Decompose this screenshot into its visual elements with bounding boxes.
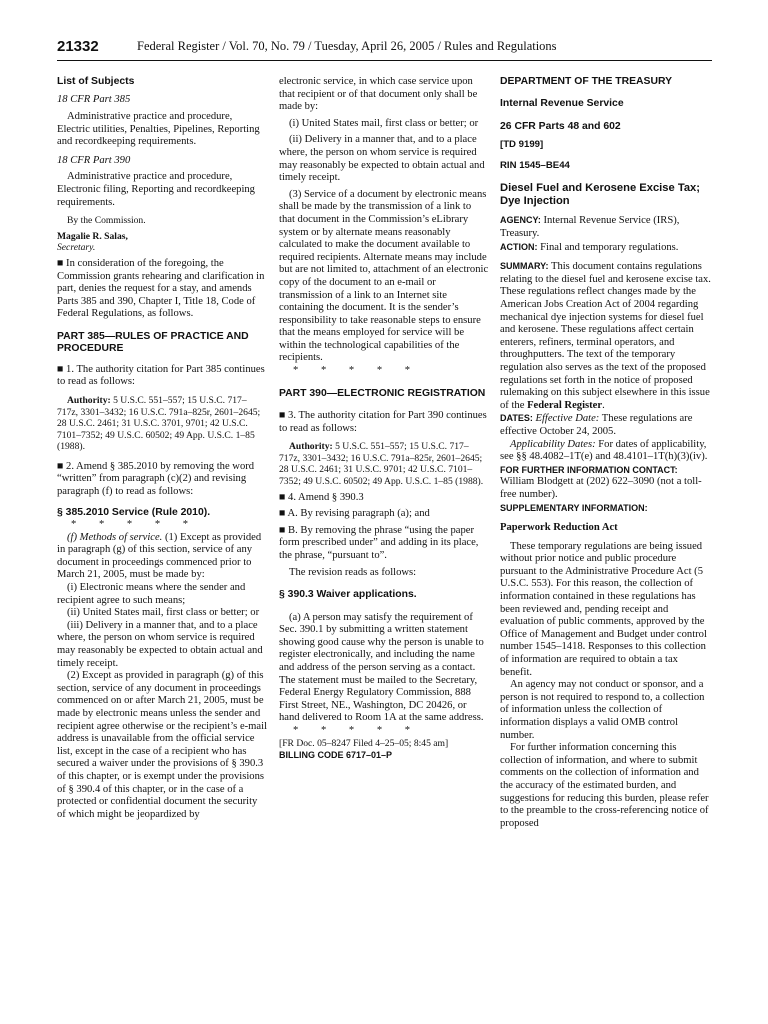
effective-date-text: These regulations are effective October 24, 2005. [500, 413, 693, 437]
agency-text: Internal Revenue Service (IRS), Treasury. [500, 215, 680, 240]
paragraph-f-2-i: (i) United States mail, first class or better; or [289, 117, 479, 129]
contact-text: William Blodgett at (202) 622–3090 (not a toll-free number). [500, 476, 702, 500]
td-number: [TD 9199] [500, 139, 544, 151]
page-number: 21332 [57, 38, 99, 55]
authority-385 [57, 395, 267, 453]
rin-number: RIN 1545–BE44 [500, 159, 570, 171]
paragraph-f-2-ii: (ii) Delivery in a manner that, and to a place where, the person on whom service is required may reasonably be expected to obtain actual and timely receipt. [279, 134, 485, 184]
summary-federal-register: Federal Register [527, 399, 603, 411]
department-heading: DEPARTMENT OF THE TREASURY [500, 76, 673, 87]
amendment-4: ■ 4. Amend § 390.3 [279, 491, 364, 503]
paragraph-f-2-continued: electronic service, in which case service upon that recipient or of that document only shall be made by: [279, 76, 478, 113]
summary-period: . [602, 399, 605, 411]
paragraph-f-2: (2) Except as provided in paragraph (g) of this section, service of any document in proceedings commenced on or after March 21, 2005, must be made by electronic means unless the sender and recipient agree otherwise or the recipient’s e-mail address is unavailable from the official service list, except in the case of a recipient who has secured a waiver under the provisions of § 390.3 of this chapter, or is exempt under the provisions of § 390.4 of this chapter, or in the case of a protected or confidential document the security of which might be jeopardized by [57, 670, 268, 820]
applicability-label: Applicability Dates: [510, 438, 596, 450]
paragraph-a: (a) A person may satisfy the requirement of Sec. 390.1 by submitting a written statement showing good cause why the person is unable to register electronically, and including the name and address of the person serving as a contact. The statement must be mailed to the Secretary, Federal Energy Regulatory Commission, 888 First Street, NE., Washington, DC 20426, or hand delivered to Room 1A at the same address. [279, 611, 484, 724]
section-390-3-heading: § 390.3 Waiver applications. [279, 589, 417, 601]
applicability-text: For dates of applicability, see §§ 48.4082–1T(e) and 48.4101–1T(h)(3)(iv). [500, 438, 708, 463]
applicability-line [500, 439, 712, 464]
agency-label: AGENCY: [500, 215, 541, 226]
contact-label: FOR FURTHER INFORMATION CONTACT: [500, 464, 678, 475]
running-head: Federal Register / Vol. 70, No. 79 / Tuesday, April 26, 2005 / Rules and Regulations [137, 39, 557, 53]
amendment-4a: ■ A. By revising paragraph (a); and [279, 508, 430, 520]
pra-paragraph-2: An agency may not conduct or sponsor, and a person is not required to respond to, a collection of information unless the collection of information displays a valid OMB control number. [500, 679, 705, 741]
column-2 [279, 76, 489, 762]
authority-label: Authority: [67, 394, 111, 406]
cfr-390-label: 18 CFR Part 390 [57, 154, 131, 166]
paragraph-f-label: (f) Methods of service. [67, 531, 163, 543]
paragraph-f-3: (3) Service of a document by electronic means shall be made by the transmission of a link to that document in the Commission’s eLibrary system or by alternate means reasonably calculated to make the document available to required recipients. Alternate means may include but are not limited to, attachment of an electronic copy of the document to an e-mail or transmission of a link to an Internet site containing the document. It is the sender’s responsibility to take reasonable steps to ensure that the means employed for service will be within the technological capabilities of the recipients. [279, 188, 489, 364]
column-1 [57, 76, 267, 821]
cfr-385-subjects: Administrative practice and procedure, Electric utilities, Penalties, Pipelines, Reporting and recordkeeping requirements. [57, 111, 260, 148]
dates-line [500, 412, 712, 438]
pra-paragraph-3: For further information concerning this collection of information, and where to submit comments on the collection of information and the accuracy of the estimated burden, and suggestions for reducing this burden, please refer to the preamble to the cross-referencing notice of proposed [500, 742, 709, 829]
fr-doc-line: [FR Doc. 05–8247 Filed 4–25–05; 8:45 am] [279, 737, 449, 749]
ellipsis-stars: * * * * * [293, 365, 421, 377]
authority-390 [279, 441, 489, 487]
running-header [57, 38, 712, 61]
rule-title: Diesel Fuel and Kerosene Excise Tax; Dye Injection [500, 182, 701, 208]
by-commission: By the Commission. [67, 215, 146, 227]
cfr-385-label: 18 CFR Part 385 [57, 94, 131, 106]
paragraph-f-text: (1) Except as provided in paragraph (g) of this section, service of any document in proceedings commenced prior to March 21, 2005, must be made by: [57, 531, 262, 581]
revision-note: The revision reads as follows: [289, 566, 417, 578]
part-390-heading: PART 390—ELECTRONIC REGISTRATION [279, 387, 486, 399]
action-text: Final and temporary regulations. [540, 241, 679, 253]
dates-label: DATES: [500, 413, 533, 424]
list-of-subjects-heading: List of Subjects [57, 76, 135, 87]
ellipsis-stars: * * * * * [293, 724, 421, 736]
amendment-2: ■ 2. Amend § 385.2010 by removing the word “written” from paragraph (c)(2) and revising paragraph (f) to read as follows: [57, 460, 255, 498]
agency-heading: Internal Revenue Service [500, 98, 624, 110]
billing-code: BILLING CODE 6717–01–P [279, 750, 393, 761]
supplementary-label: SUPPLEMENTARY INFORMATION: [500, 502, 648, 513]
pra-heading: Paperwork Reduction Act [500, 522, 618, 534]
column-3 [500, 76, 712, 830]
amendment-4b: ■ B. By removing the phrase “using the paper form prescribed under” and adding in its place, the phrase, “pursuant to”. [279, 524, 479, 561]
paragraph-f-i: (i) Electronic means where the sender and recipient agree to such means; [57, 582, 246, 606]
summary-label: SUMMARY: [500, 261, 549, 272]
signer-title: Secretary. [57, 242, 96, 254]
authority-385-text: 5 U.S.C. 551–557; 15 U.S.C. 717–717z, 3301–3432; 16 U.S.C. 791a–825r, 2601–2645; 28 U.S.C. 2461; 31 U.S.C. 3701, 9701; 42 U.S.C. 7101–7352; 49 U.S.C. 60502; 49 App. U.S.C. 1–85 (1988). [57, 394, 261, 453]
summary-paragraph [500, 260, 712, 412]
effective-date-label: Effective Date: [535, 413, 600, 425]
signer-name: Magalie R. Salas, [57, 230, 128, 242]
agency-line [500, 214, 712, 240]
action-line [500, 241, 712, 255]
authority-label: Authority: [289, 441, 333, 453]
pra-paragraph-1: These temporary regulations are being issued without prior notice and public procedure pursuant to the Administrative Procedure Act (5 U.S.C. 553). For this reason, the collection of information contained in these regulations has been reviewed and, pending receipt and evaluation of public comments, approved by the Office of Management and Budget under control number 1545–1418. Responses to this collection of information are required to obtain a tax benefit. [500, 540, 707, 678]
cfr-parts-heading: 26 CFR Parts 48 and 602 [500, 120, 621, 132]
cfr-390-subjects: Administrative practice and procedure, Electronic filing, Reporting and recordkeeping requirements. [57, 171, 255, 208]
paragraph-f-iii: (iii) Delivery in a manner that, and to a place where, the person on whom service is required may reasonably be expected to obtain actual and timely receipt. [57, 619, 263, 669]
section-385-2010-heading: § 385.2010 Service (Rule 2010). [57, 506, 211, 518]
paragraph-f-ii: (ii) United States mail, first class or better; or [67, 607, 260, 619]
summary-text: This document contains regulations relating to the diesel fuel and kerosene excise tax. These regulations reflect changes made by the American Jobs Creation Act of 2004 regarding mechanical dye injection systems for diesel fuel and kerosene. These regulations affect certain enterers, refiners, terminal operators, and throughputters. The text of the temporary regulation also serves as the text of the proposed regulations set forth in the notice of proposed rulemaking on this subject elsewhere in this issue of the [500, 261, 711, 411]
ellipsis-stars: * * * * * [71, 519, 199, 531]
action-label: ACTION: [500, 241, 538, 252]
authority-390-text: 5 U.S.C. 551–557; 15 U.S.C. 717–717z, 3301–3432; 16 U.S.C. 791a–825r, 2601–2645; 28 U.S.C. 2461; 31 U.S.C. 9701; 42 U.S.C. 7101–7352; 49 U.S.C. 60502; 49 App. U.S.C. 1–85 (1988). [279, 441, 484, 488]
amendment-3: ■ 3. The authority citation for Part 390 continues to read as follows: [279, 410, 487, 434]
part-385-heading: PART 385—RULES OF PRACTICE AND PROCEDURE [57, 330, 249, 355]
amendment-1: ■ 1. The authority citation for Part 385 continues to read as follows: [57, 363, 265, 388]
consideration-paragraph: ■ In consideration of the foregoing, the Commission grants rehearing and clarification in part, denies the request for a stay, and amends Parts 385 and 390, Chapter I, Title 18, Code of Federal Regulations, as follows. [57, 257, 265, 320]
paragraph-f [57, 532, 267, 582]
